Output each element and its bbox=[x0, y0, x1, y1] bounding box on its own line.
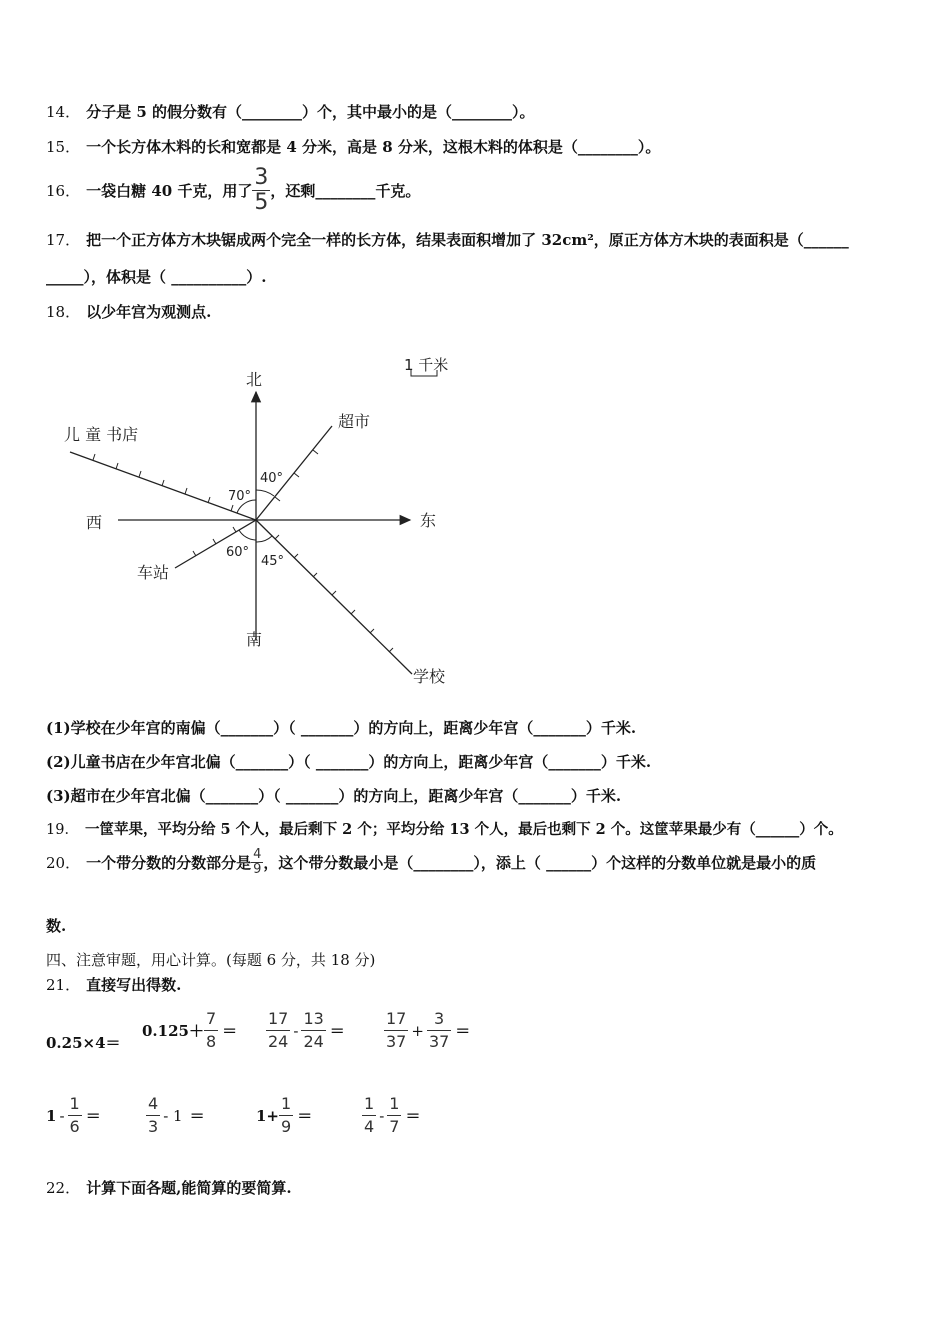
operator: + bbox=[411, 1021, 424, 1040]
question-14 bbox=[46, 102, 534, 122]
fraction bbox=[362, 1093, 376, 1138]
operator: - 1 bbox=[163, 1106, 183, 1125]
calc-2-1 bbox=[46, 1093, 101, 1138]
fraction bbox=[279, 1093, 293, 1138]
numerator: 3 bbox=[254, 165, 269, 190]
numerator: 1 bbox=[279, 1093, 293, 1116]
question-16 bbox=[46, 166, 420, 215]
denominator: 37 bbox=[428, 1032, 450, 1051]
school-ray bbox=[256, 520, 412, 674]
question-number: 20． bbox=[46, 853, 81, 872]
numerator: 4 bbox=[146, 1093, 160, 1116]
fraction bbox=[301, 1008, 325, 1053]
fraction bbox=[146, 1093, 160, 1138]
denominator: 9 bbox=[253, 862, 262, 877]
section-4-heading bbox=[46, 950, 375, 970]
school-ticks bbox=[275, 535, 393, 652]
question-number: 17． bbox=[46, 231, 81, 249]
calc-1-3 bbox=[266, 1008, 345, 1053]
direction-diagram bbox=[0, 340, 520, 700]
scale-label: 1 千米 bbox=[404, 356, 449, 374]
angle-70-label: 70° bbox=[228, 489, 252, 504]
question-text: 一个带分数的分数部分是 bbox=[86, 853, 252, 872]
fraction bbox=[252, 166, 270, 215]
denominator: 9 bbox=[281, 1117, 292, 1136]
east-label: 东 bbox=[420, 511, 437, 530]
question-18 bbox=[46, 302, 211, 322]
question-number: 22． bbox=[46, 1179, 81, 1197]
question-text-tail: ，这个带分数最小是（________），添上（ ______）个这样的分数单位就是最小的质 bbox=[263, 853, 817, 872]
numerator: 1 bbox=[362, 1093, 376, 1116]
question-number: 15． bbox=[46, 138, 81, 156]
question-20-line2 bbox=[46, 916, 66, 936]
west-label: 西 bbox=[86, 513, 103, 532]
question-number: 21． bbox=[46, 976, 81, 994]
question-number: 14． bbox=[46, 103, 81, 121]
sub-question-text: (1)学校在少年宫的南偏（_______）（ _______）的方向上，距离少年宫（_______）千米. bbox=[46, 719, 637, 737]
school-label: 学校 bbox=[413, 667, 446, 686]
question-number: 18． bbox=[46, 303, 81, 321]
denominator: 7 bbox=[389, 1117, 400, 1136]
denominator: 5 bbox=[254, 190, 269, 215]
denominator: 24 bbox=[268, 1032, 289, 1051]
denominator: 24 bbox=[303, 1032, 324, 1051]
station-label: 车站 bbox=[137, 563, 170, 582]
question-text: 一袋白糖 40 千克，用了 bbox=[86, 181, 253, 200]
calc-expression: 0.25×4＝ bbox=[46, 1034, 121, 1052]
question-19 bbox=[46, 820, 843, 840]
calc-2-3 bbox=[256, 1093, 312, 1138]
denominator: 3 bbox=[148, 1117, 159, 1136]
section-title: 四、注意审题，用心计算。(每题 6 分，共 18 分) bbox=[46, 951, 376, 969]
numerator: 1 bbox=[387, 1093, 401, 1116]
calc-1-2 bbox=[142, 1008, 237, 1053]
numerator: 17 bbox=[384, 1008, 408, 1031]
fraction bbox=[427, 1008, 451, 1053]
bookstore-ray bbox=[70, 452, 256, 520]
angle-60-label: 60° bbox=[226, 545, 250, 560]
question-18-sub-3 bbox=[46, 786, 621, 806]
angle-arc-60 bbox=[239, 530, 256, 540]
question-text: 计算下面各题,能简算的要简算. bbox=[86, 1179, 292, 1197]
question-18-sub-1 bbox=[46, 718, 636, 738]
fraction bbox=[384, 1008, 408, 1053]
question-text: 以少年宫为观测点. bbox=[86, 303, 212, 321]
question-text: 把一个正方体方木块锯成两个完全一样的长方体，结果表面积增加了 32cm²，原正方体方木块的表面积是（______ bbox=[86, 231, 849, 249]
question-text: _____），体积是（ __________）. bbox=[46, 268, 267, 286]
equals: ＝ bbox=[297, 1107, 313, 1125]
calc-2-2 bbox=[146, 1093, 205, 1138]
fraction bbox=[266, 1008, 290, 1053]
calc-2-4 bbox=[362, 1093, 420, 1138]
numerator: 17 bbox=[266, 1008, 290, 1031]
south-label: 南 bbox=[246, 630, 263, 649]
question-text: 直接写出得数. bbox=[86, 976, 182, 994]
calc-1-4 bbox=[384, 1008, 470, 1053]
equals: ＝ bbox=[189, 1107, 205, 1125]
calc-prefix: 1 bbox=[46, 1106, 57, 1125]
question-18-sub-2 bbox=[46, 752, 651, 772]
question-text: 数. bbox=[46, 917, 67, 935]
question-text-tail: ，还剩________千克。 bbox=[270, 181, 421, 200]
question-number: 16． bbox=[46, 181, 81, 200]
question-text: 一个长方体木料的长和宽都是 4 分米，高是 8 分米，这根木料的体积是（________）。 bbox=[86, 138, 661, 156]
calc-prefix: 1+ bbox=[256, 1106, 280, 1125]
operator: - bbox=[379, 1106, 385, 1125]
supermarket-label: 超市 bbox=[338, 412, 371, 431]
denominator: 4 bbox=[364, 1117, 375, 1136]
question-17-line2 bbox=[46, 267, 266, 287]
numerator: 7 bbox=[204, 1008, 218, 1031]
question-text: 分子是 5 的假分数有（________）个，其中最小的是（________）。 bbox=[86, 103, 535, 121]
calc-1-1 bbox=[46, 1032, 121, 1053]
equals: ＝ bbox=[455, 1022, 471, 1040]
question-text: 一筐苹果，平均分给 5 个人，最后剩下 2 个；平均分给 13 个人，最后也剩下 2 个。这筐苹果最少有（______）个。 bbox=[84, 821, 843, 838]
operator: - bbox=[59, 1106, 65, 1125]
denominator: 6 bbox=[69, 1117, 80, 1136]
equals: ＝ bbox=[222, 1022, 238, 1040]
angle-45-label: 45° bbox=[261, 554, 285, 569]
operator: - bbox=[293, 1021, 299, 1040]
denominator: 8 bbox=[205, 1032, 217, 1051]
north-label: 北 bbox=[246, 370, 263, 389]
numerator: 1 bbox=[68, 1093, 82, 1116]
question-number: 19． bbox=[46, 822, 79, 838]
equals: ＝ bbox=[329, 1022, 345, 1040]
fraction bbox=[387, 1093, 401, 1138]
bookstore-ticks bbox=[93, 454, 233, 511]
fraction bbox=[251, 848, 263, 877]
question-21 bbox=[46, 975, 181, 995]
equals: ＝ bbox=[85, 1107, 101, 1125]
denominator: 37 bbox=[386, 1032, 407, 1051]
numerator: 3 bbox=[427, 1008, 451, 1031]
bookstore-label: 儿 童 书店 bbox=[64, 425, 139, 444]
angle-arc-45 bbox=[256, 536, 272, 542]
sub-question-text: (3)超市在少年宫北偏（_______）（ _______）的方向上，距离少年宫（_______）千米. bbox=[46, 787, 622, 805]
question-22 bbox=[46, 1178, 292, 1198]
question-20 bbox=[46, 848, 816, 877]
angle-arc-40 bbox=[256, 490, 274, 496]
sub-question-text: (2)儿童书店在少年宫北偏（_______）（ _______）的方向上，距离少年宫（_______）千米. bbox=[46, 753, 652, 771]
numerator: 13 bbox=[301, 1008, 325, 1031]
question-15 bbox=[46, 137, 660, 157]
equals: ＝ bbox=[405, 1107, 421, 1125]
question-17 bbox=[46, 230, 849, 250]
fraction bbox=[68, 1093, 82, 1138]
calc-prefix: 0.125＋ bbox=[142, 1022, 204, 1040]
fraction bbox=[204, 1008, 218, 1053]
numerator: 4 bbox=[253, 847, 262, 862]
angle-40-label: 40° bbox=[260, 471, 284, 486]
